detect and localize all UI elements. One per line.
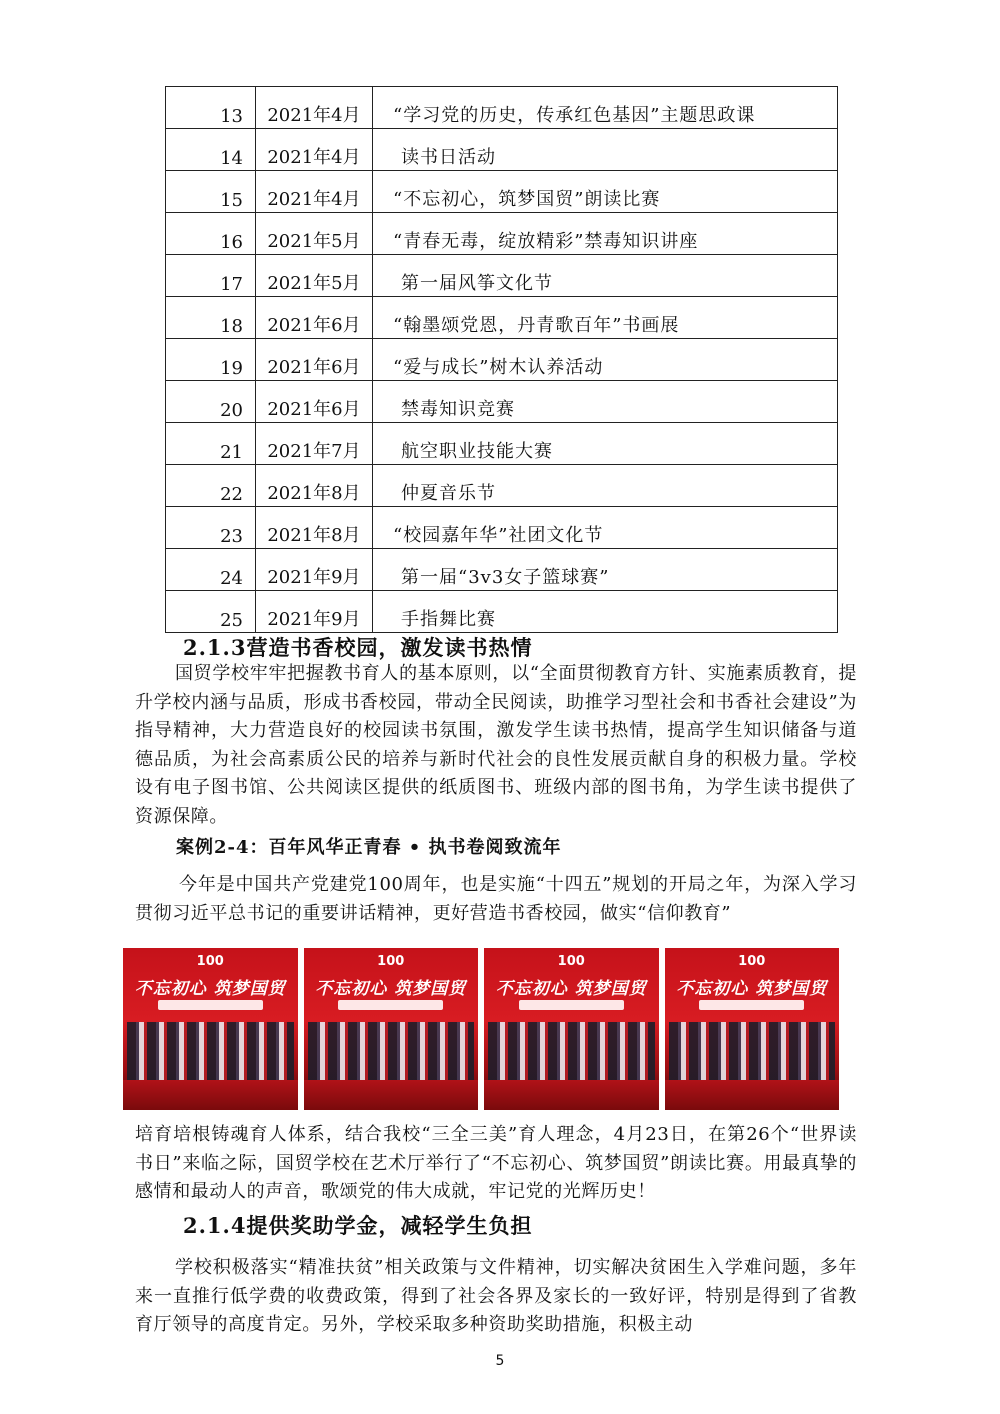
row-number-cell: 17 xyxy=(166,255,256,297)
case-title: 案例2-4：百年风华正青春 • 执书卷阅致流年 xyxy=(176,837,562,858)
event-cell: 第一届“3v3女子篮球赛” xyxy=(373,549,838,591)
banner-subtitle-strip xyxy=(519,1000,624,1010)
photo-slogan: 不忘初心 筑梦国贸 xyxy=(315,979,467,999)
table-row xyxy=(166,297,838,339)
event-photo xyxy=(304,948,479,1110)
section-2-1-3-paragraph: 国贸学校牢牢把握教书育人的基本原则，以“全面贯彻教育方针、实施素质教育，提升学校内涵与品质，形成书香校园，带动全民阅读，助推学习型社会和书香社会建设”为指导精神，大力营造良好的校园读书氛围，激发学生读书热情，提高学生知识储备与道德品质，为社会高素质公民的培养与新时代社会的良性发展贡献自身的积极力量。学校设有电子图书馆、公共阅读区提供的纸质图书、班级内部的图书角，为学生读书提供了资源保障。 xyxy=(135,663,857,827)
row-number-cell: 20 xyxy=(166,381,256,423)
date-cell: 2021年4月 xyxy=(256,171,373,213)
centenary-logo: 100 xyxy=(377,954,405,969)
banner-subtitle-strip xyxy=(158,1000,263,1010)
photo-strip xyxy=(123,948,839,1110)
date-cell: 2021年6月 xyxy=(256,339,373,381)
case-paragraph-2: 培育培根铸魂育人体系，结合我校“三全三美”育人理念，4月23日，在第26个“世界读书日”来临之际，国贸学校在艺术厅举行了“不忘初心、筑梦国贸”朗读比赛。用最真挚的感情和最动人的声音，歌颂党的伟大成就，牢记党的光辉历史！ xyxy=(135,1124,857,1202)
row-number-cell: 14 xyxy=(166,129,256,171)
photo-slogan: 不忘初心 筑梦国贸 xyxy=(495,979,647,999)
date-cell: 2021年9月 xyxy=(256,549,373,591)
event-cell: 禁毒知识竞赛 xyxy=(373,381,838,423)
event-cell: 仲夏音乐节 xyxy=(373,465,838,507)
event-cell: “翰墨颂党恩，丹青歌百年”书画展 xyxy=(373,297,838,339)
section-title-2-1-3: 2.1.3营造书香校园，激发读书热情 xyxy=(183,635,533,660)
date-cell: 2021年4月 xyxy=(256,129,373,171)
performers xyxy=(308,1022,475,1080)
row-number-cell: 15 xyxy=(166,171,256,213)
stage-floor xyxy=(304,1080,479,1110)
event-cell: “不忘初心，筑梦国贸”朗读比赛 xyxy=(373,171,838,213)
event-cell: “学习党的历史，传承红色基因”主题思政课 xyxy=(373,87,838,129)
event-photo xyxy=(123,948,298,1110)
event-cell: 航空职业技能大赛 xyxy=(373,423,838,465)
stage-floor xyxy=(665,1080,840,1110)
row-number-cell: 13 xyxy=(166,87,256,129)
event-cell: “青春无毒，绽放精彩”禁毒知识讲座 xyxy=(373,213,838,255)
date-cell: 2021年6月 xyxy=(256,381,373,423)
date-cell: 2021年5月 xyxy=(256,255,373,297)
date-cell: 2021年8月 xyxy=(256,465,373,507)
table-row xyxy=(166,507,838,549)
table-row xyxy=(166,591,838,633)
date-cell: 2021年8月 xyxy=(256,507,373,549)
row-number-cell: 16 xyxy=(166,213,256,255)
table-row xyxy=(166,171,838,213)
performers xyxy=(669,1022,836,1080)
section-2-1-4-paragraph: 学校积极落实“精准扶贫”相关政策与文件精神，切实解决贫困生入学难问题，多年来一直推行低学费的收费政策，得到了社会各界及家长的一致好评，特别是得到了省教育厅领导的高度肯定。另外，学校采取多种资助奖助措施，积极主动 xyxy=(135,1257,857,1335)
date-cell: 2021年7月 xyxy=(256,423,373,465)
centenary-logo: 100 xyxy=(557,954,585,969)
row-number-cell: 22 xyxy=(166,465,256,507)
case-paragraph-1: 今年是中国共产党建党100周年，也是实施“十四五”规划的开局之年，为深入学习贯彻习近平总书记的重要讲话精神，更好营造书香校园，做实“信仰教育” xyxy=(135,874,857,924)
banner-subtitle-strip xyxy=(338,1000,443,1010)
row-number-cell: 24 xyxy=(166,549,256,591)
row-number-cell: 23 xyxy=(166,507,256,549)
table-row xyxy=(166,549,838,591)
row-number-cell: 25 xyxy=(166,591,256,633)
photo-slogan: 不忘初心 筑梦国贸 xyxy=(134,979,286,999)
table-row xyxy=(166,381,838,423)
performers xyxy=(127,1022,294,1080)
table-row xyxy=(166,255,838,297)
row-number-cell: 18 xyxy=(166,297,256,339)
event-cell: 手指舞比赛 xyxy=(373,591,838,633)
table-row xyxy=(166,423,838,465)
date-cell: 2021年4月 xyxy=(256,87,373,129)
section-title-2-1-4: 2.1.4提供奖助学金，减轻学生负担 xyxy=(183,1213,533,1238)
date-cell: 2021年9月 xyxy=(256,591,373,633)
centenary-logo: 100 xyxy=(738,954,766,969)
event-photo xyxy=(484,948,659,1110)
event-photo xyxy=(665,948,840,1110)
page-number: 5 xyxy=(495,1353,505,1369)
row-number-cell: 21 xyxy=(166,423,256,465)
banner-subtitle-strip xyxy=(699,1000,804,1010)
centenary-logo: 100 xyxy=(196,954,224,969)
performers xyxy=(488,1022,655,1080)
event-cell: “校园嘉年华”社团文化节 xyxy=(373,507,838,549)
date-cell: 2021年5月 xyxy=(256,213,373,255)
table-row xyxy=(166,87,838,129)
activities-table xyxy=(165,86,838,633)
table-row xyxy=(166,129,838,171)
stage-floor xyxy=(484,1080,659,1110)
row-number-cell: 19 xyxy=(166,339,256,381)
table-row xyxy=(166,465,838,507)
date-cell: 2021年6月 xyxy=(256,297,373,339)
stage-floor xyxy=(123,1080,298,1110)
event-cell: 读书日活动 xyxy=(373,129,838,171)
event-cell: “爱与成长”树木认养活动 xyxy=(373,339,838,381)
event-cell: 第一届风筝文化节 xyxy=(373,255,838,297)
photo-slogan: 不忘初心 筑梦国贸 xyxy=(676,979,828,999)
table-row xyxy=(166,213,838,255)
table-row xyxy=(166,339,838,381)
